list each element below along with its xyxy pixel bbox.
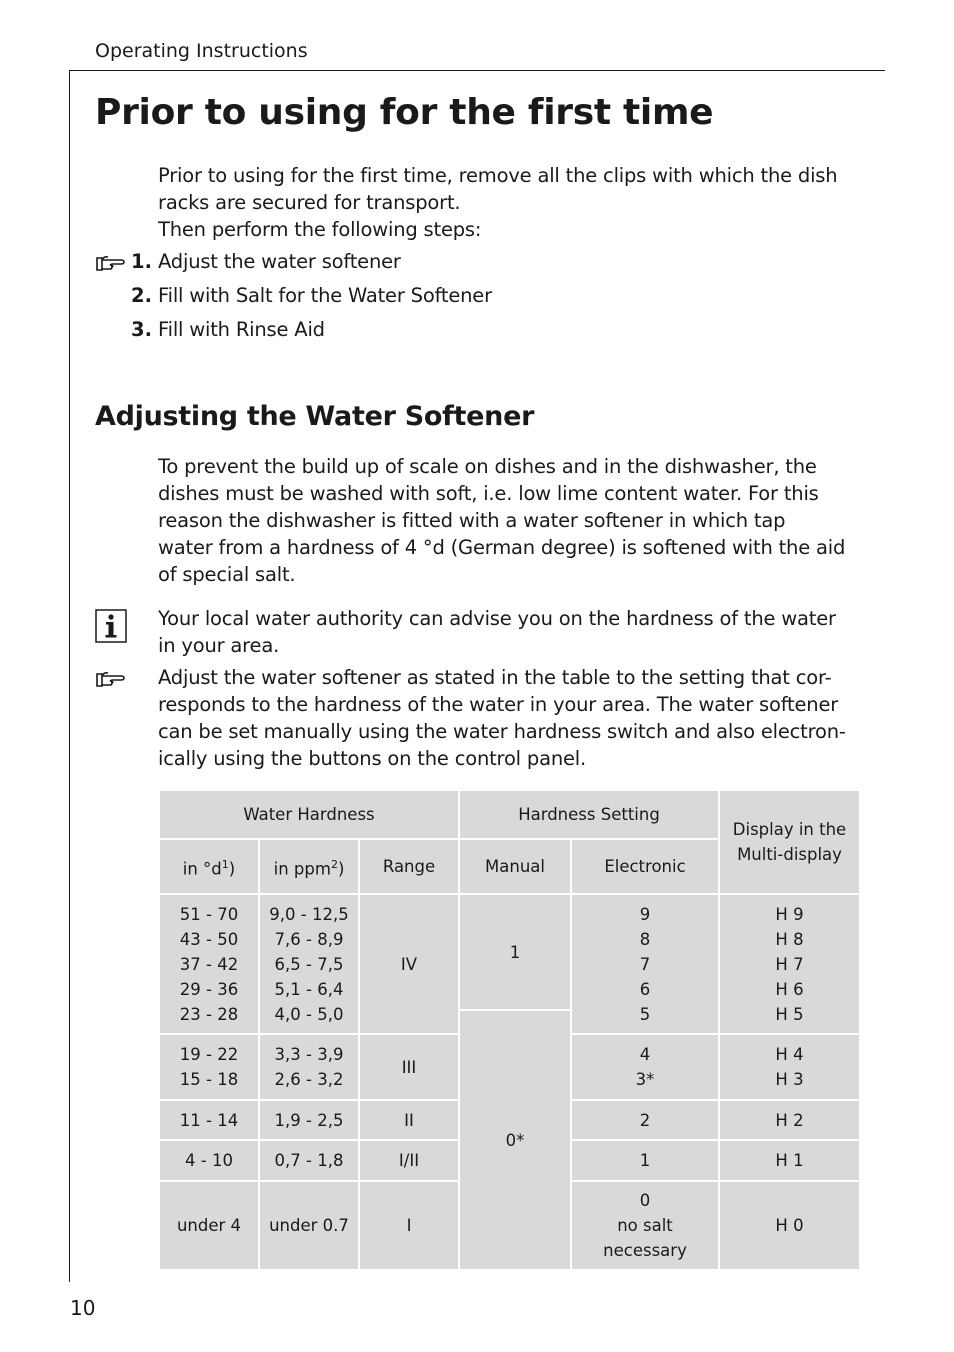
info-line: Your local water authority can advise you on the hardness of the water [158,607,836,630]
header-display: Display in the Multi-display [719,790,860,894]
page-title: Prior to using for the first time [95,92,714,133]
cell-ppm-iv: 9,0 - 12,5 7,6 - 8,9 6,5 - 7,5 5,1 - 6,4 4,0 - 5,0 [259,894,359,1034]
cell-electronic-i-ii: 1 [571,1140,719,1181]
cell-manual-0: 0* [459,1010,571,1270]
left-margin-rule [69,70,70,1282]
cell-range-iii: III [359,1034,459,1100]
cell-display-i: H 0 [719,1181,860,1270]
header-in-ppm: in ppm$^2$) [259,839,359,894]
cell-electronic-i: 0 no salt necessary [571,1181,719,1270]
pointing-hand-icon [95,252,129,274]
header-water-hardness: Water Hardness [159,790,459,839]
cell-d-i-ii: 4 - 10 [159,1140,259,1181]
step-text: Adjust the water softener [158,250,401,273]
action-line: can be set manually using the water hardness switch and also electron- [158,720,846,743]
cell-electronic-iii: 4 3* [571,1034,719,1100]
info-line: in your area. [158,634,280,657]
step-number: 1. [131,250,152,273]
step-number: 3. [131,318,152,341]
action-line: ically using the buttons on the control panel. [158,747,586,770]
action-line: responds to the hardness of the water in your area. The water softener [158,693,839,716]
cell-electronic-iv: 9 8 7 6 5 [571,894,719,1034]
cell-ppm-i: under 0.7 [259,1181,359,1270]
paragraph-line: reason the dishwasher is fitted with a water softener in which tap [158,509,786,532]
paragraph-line: To prevent the build up of scale on dishes and in the dishwasher, the [158,455,817,478]
intro-line-2: racks are secured for transport. [158,191,461,214]
cell-ppm-ii: 1,9 - 2,5 [259,1100,359,1140]
intro-line-3: Then perform the following steps: [158,218,482,241]
page-number: 10 [70,1296,96,1320]
step-text: Fill with Rinse Aid [158,318,325,341]
header-range: Range [359,839,459,894]
cell-electronic-ii: 2 [571,1100,719,1140]
cell-display-iv: H 9 H 8 H 7 H 6 H 5 [719,894,860,1034]
paragraph-line: dishes must be washed with soft, i.e. low lime content water. For this [158,482,819,505]
cell-manual-1: 1 [459,894,571,1010]
cell-display-iii: H 4 H 3 [719,1034,860,1100]
info-icon [95,609,127,643]
section-title: Adjusting the Water Softener [95,401,535,432]
cell-d-ii: 11 - 14 [159,1100,259,1140]
cell-d-iii: 19 - 22 15 - 18 [159,1034,259,1100]
cell-range-iv: IV [359,894,459,1034]
water-hardness-table [158,789,859,1269]
cell-range-i: I [359,1181,459,1270]
cell-display-ii: H 2 [719,1100,860,1140]
action-line: Adjust the water softener as stated in the table to the setting that cor- [158,666,832,689]
cell-ppm-iii: 3,3 - 3,9 2,6 - 3,2 [259,1034,359,1100]
header-hardness-setting: Hardness Setting [459,790,719,839]
step-text: Fill with Salt for the Water Softener [158,284,492,307]
cell-ppm-i-ii: 0,7 - 1,8 [259,1140,359,1181]
header-electronic: Electronic [571,839,719,894]
cell-display-i-ii: H 1 [719,1140,860,1181]
step-number: 2. [131,284,152,307]
paragraph-line: water from a hardness of 4 °d (German degree) is softened with the aid [158,536,846,559]
intro-line-1: Prior to using for the first time, remove all the clips with which the dish [158,164,838,187]
cell-range-ii: II [359,1100,459,1140]
header-rule [69,70,885,71]
cell-range-i-ii: I/II [359,1140,459,1181]
header-manual: Manual [459,839,571,894]
cell-d-i: under 4 [159,1181,259,1270]
pointing-hand-icon [95,668,129,690]
cell-d-iv: 51 - 70 43 - 50 37 - 42 29 - 36 23 - 28 [159,894,259,1034]
paragraph-line: of special salt. [158,563,296,586]
header-in-d: in $^\circ d^1$) [159,839,259,894]
running-header: Operating Instructions [95,40,308,62]
